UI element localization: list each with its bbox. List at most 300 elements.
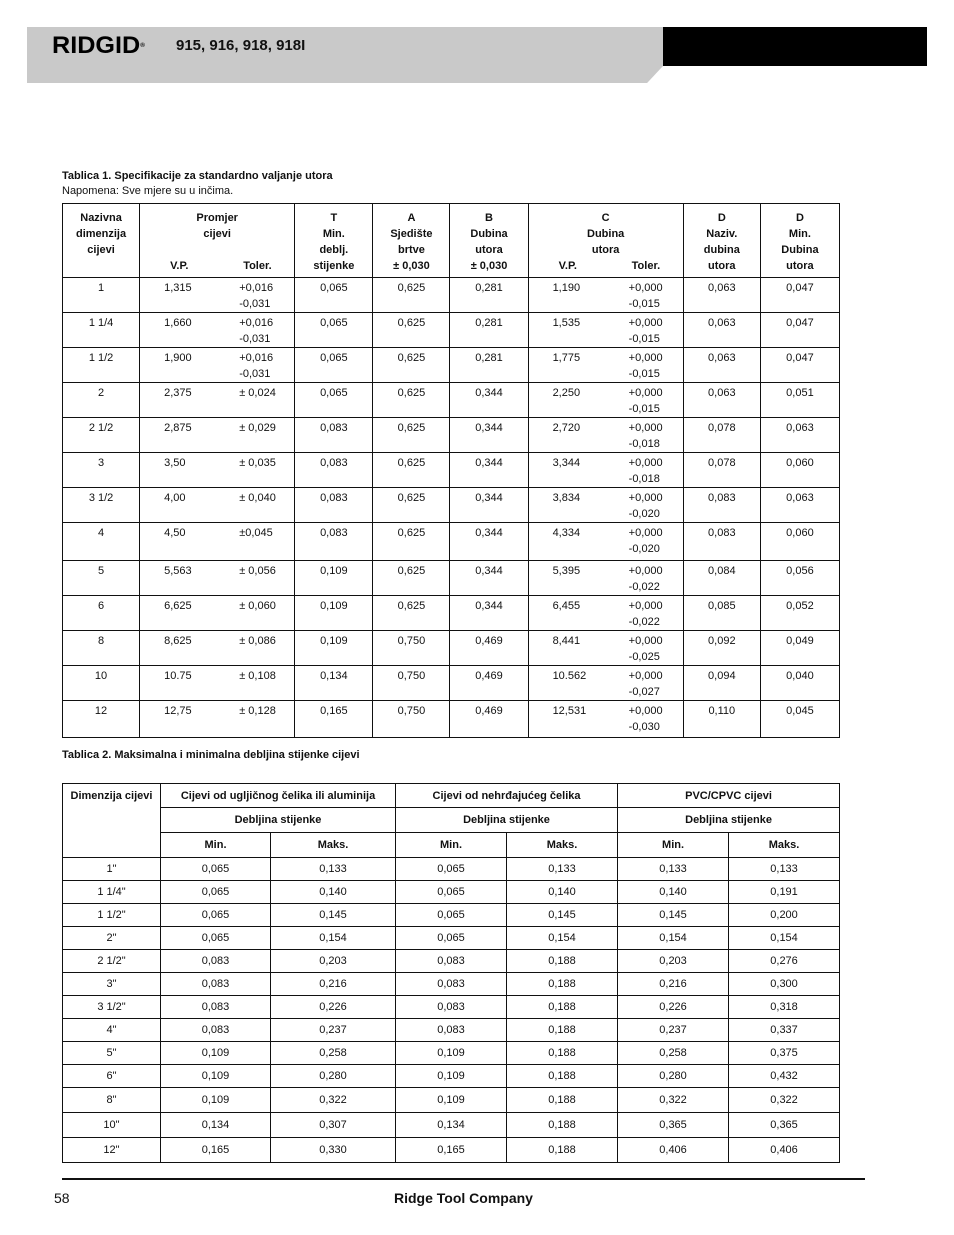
t2-header-max: Maks. — [507, 833, 618, 858]
t1-cell-od — [140, 383, 295, 418]
t1-header-d1-line: Naziv. — [706, 228, 738, 240]
table2-row — [63, 1088, 840, 1113]
t1-cell-c-value: 8,441 — [552, 635, 581, 647]
t1-cell-c — [528, 631, 683, 666]
t1-cell-od-tol-line: -0,031 — [239, 333, 271, 345]
t1-cell-c-tol-line: +0,000 — [628, 527, 663, 539]
t2-cell-value: 0,109 — [161, 1065, 271, 1088]
t2-cell-size: 2 1/2" — [63, 950, 161, 973]
t1-cell-nominal: 1 1/2 — [63, 348, 140, 383]
t1-header-d2-line: Min. — [788, 228, 811, 240]
t2-cell-value: 0,188 — [507, 1088, 618, 1113]
t2-cell-value: 0,258 — [271, 1042, 396, 1065]
table2-row — [63, 904, 840, 927]
t2-cell-size: 3 1/2" — [63, 996, 161, 1019]
t1-cell-b: 0,281 — [450, 348, 528, 383]
t1-header-d2-line: D — [795, 212, 804, 224]
table2-row — [63, 881, 840, 904]
t1-cell-a: 0,625 — [373, 488, 450, 523]
t1-header-d1-line: dubina — [703, 244, 740, 256]
t1-header-tol: Toler. — [243, 260, 272, 272]
page-number: 58 — [54, 1190, 70, 1206]
t2-cell-value: 0,237 — [618, 1019, 729, 1042]
t1-cell-c — [528, 666, 683, 701]
t1-cell-c-value: 4,334 — [552, 527, 581, 539]
t1-cell-c-tol-line: +0,000 — [628, 492, 663, 504]
t1-cell-t: 0,134 — [295, 666, 373, 701]
t1-cell-od-value: 2,375 — [164, 387, 192, 399]
t2-cell-value: 0,165 — [396, 1138, 507, 1163]
t1-cell-c-tol-line: +0,000 — [628, 670, 663, 682]
t1-cell-a: 0,625 — [373, 278, 450, 313]
t1-cell-d-nominal: 0,078 — [683, 453, 760, 488]
t1-cell-nominal: 1 — [63, 278, 140, 313]
t1-cell-c-value: 3,344 — [552, 457, 581, 469]
t2-cell-size: 10" — [63, 1113, 161, 1138]
t1-cell-nominal: 8 — [63, 631, 140, 666]
t1-cell-t: 0,083 — [295, 418, 373, 453]
t1-cell-c — [528, 313, 683, 348]
table1-row — [63, 453, 840, 488]
t2-header-min: Min. — [618, 833, 729, 858]
t1-cell-b: 0,469 — [450, 631, 528, 666]
t1-cell-d-min: 0,047 — [760, 278, 839, 313]
t1-cell-c-tol-line: -0,030 — [628, 721, 660, 733]
t1-header-b — [450, 204, 528, 278]
t1-cell-c-tol-line: -0,020 — [628, 508, 660, 520]
t1-cell-t: 0,109 — [295, 561, 373, 596]
t1-cell-od — [140, 561, 295, 596]
t1-cell-od-tol — [219, 385, 294, 401]
t2-cell-value: 0,083 — [161, 996, 271, 1019]
t1-cell-d-min: 0,060 — [760, 523, 839, 561]
t1-header-tol: Toler. — [631, 260, 661, 272]
t1-cell-od-value: 1,660 — [164, 317, 192, 329]
t2-cell-value: 0,145 — [507, 904, 618, 927]
table1-row — [63, 278, 840, 313]
t1-cell-od-value: 8,625 — [164, 635, 192, 647]
t2-cell-value: 0,083 — [396, 973, 507, 996]
t1-cell-a: 0,625 — [373, 453, 450, 488]
t2-cell-value: 0,109 — [161, 1088, 271, 1113]
t1-cell-od-value: 3,50 — [164, 457, 186, 469]
t1-cell-od-tol-line: ± 0,108 — [239, 670, 276, 682]
table1-row — [63, 313, 840, 348]
t2-cell-value: 0,083 — [396, 1019, 507, 1042]
t1-cell-od-tol-line: ± 0,128 — [239, 705, 276, 717]
t2-cell-value: 0,188 — [507, 1019, 618, 1042]
t1-cell-a: 0,625 — [373, 418, 450, 453]
t1-cell-nominal: 1 1/4 — [63, 313, 140, 348]
t1-header-c-line: Dubina — [587, 228, 625, 240]
table1-row — [63, 418, 840, 453]
table2-row — [63, 1113, 840, 1138]
t1-cell-c — [528, 278, 683, 313]
t2-cell-value: 0,109 — [396, 1065, 507, 1088]
t2-cell-value: 0,307 — [271, 1113, 396, 1138]
brand-logo: RIDGID® — [52, 32, 145, 59]
t1-cell-c-tol-line: -0,015 — [628, 333, 660, 345]
t2-cell-value: 0,154 — [271, 927, 396, 950]
t2-cell-value: 0,109 — [161, 1042, 271, 1065]
t1-cell-od — [140, 278, 295, 313]
t1-cell-t: 0,065 — [295, 383, 373, 418]
t2-cell-value: 0,165 — [161, 1138, 271, 1163]
t1-cell-b: 0,344 — [450, 418, 528, 453]
t2-cell-value: 0,216 — [618, 973, 729, 996]
t2-cell-value: 0,188 — [507, 973, 618, 996]
t2-cell-value: 0,191 — [729, 881, 840, 904]
t1-cell-a: 0,625 — [373, 383, 450, 418]
footer-rule — [62, 1178, 865, 1180]
t2-cell-value: 0,276 — [729, 950, 840, 973]
t1-cell-od-tol-line: -0,031 — [239, 368, 271, 380]
t1-cell-c-tol — [607, 350, 683, 382]
model-title: 915, 916, 918, 918I — [176, 37, 306, 54]
t1-header-nom-line: dimenzija — [75, 228, 127, 240]
t1-cell-c — [528, 561, 683, 596]
t2-cell-value: 0,154 — [618, 927, 729, 950]
t1-cell-c-value: 1,775 — [552, 352, 581, 364]
t2-cell-value: 0,145 — [618, 904, 729, 927]
t2-cell-value: 0,280 — [271, 1065, 396, 1088]
table1-row — [63, 488, 840, 523]
t1-cell-od-tol-line: ±0,045 — [239, 527, 273, 539]
t2-cell-value: 0,154 — [507, 927, 618, 950]
t2-cell-value: 0,406 — [618, 1138, 729, 1163]
t2-cell-value: 0,083 — [161, 1019, 271, 1042]
t1-cell-a: 0,750 — [373, 666, 450, 701]
t2-cell-value: 0,134 — [161, 1113, 271, 1138]
t1-cell-a: 0,625 — [373, 596, 450, 631]
t1-header-a-line: brtve — [397, 244, 425, 256]
t1-cell-t: 0,065 — [295, 278, 373, 313]
t1-cell-t: 0,065 — [295, 348, 373, 383]
t1-cell-d-nominal: 0,083 — [683, 488, 760, 523]
t1-header-t-line: deblj. — [319, 244, 349, 256]
t1-cell-c-tol — [607, 385, 683, 417]
t2-cell-size: 1" — [63, 858, 161, 881]
t2-cell-value: 0,203 — [618, 950, 729, 973]
t2-cell-value: 0,406 — [729, 1138, 840, 1163]
t1-cell-t: 0,109 — [295, 631, 373, 666]
t1-cell-d-min: 0,047 — [760, 348, 839, 383]
t1-cell-od-tol-line: ± 0,035 — [239, 457, 276, 469]
table2-row — [63, 1042, 840, 1065]
t2-cell-value: 0,365 — [729, 1113, 840, 1138]
t1-header-a-line: A — [407, 212, 416, 224]
table1-groove-specifications — [62, 203, 840, 738]
t1-cell-od-tol-line: -0,031 — [239, 298, 271, 310]
t1-cell-d-min: 0,060 — [760, 453, 839, 488]
table2-row — [63, 1065, 840, 1088]
t2-cell-value: 0,280 — [618, 1065, 729, 1088]
t2-cell-value: 0,300 — [729, 973, 840, 996]
t1-cell-c-tol — [607, 563, 683, 595]
t1-cell-od-value: 5,563 — [164, 565, 192, 577]
t1-cell-od-value: 1,315 — [164, 282, 192, 294]
t2-cell-value: 0,083 — [396, 950, 507, 973]
table1-note: Napomena: Sve mjere su u inčima. — [62, 185, 234, 197]
t1-cell-od — [140, 418, 295, 453]
t1-cell-nominal: 4 — [63, 523, 140, 561]
t1-cell-od — [140, 596, 295, 631]
t1-cell-c-tol-line: -0,015 — [628, 298, 660, 310]
t2-cell-value: 0,065 — [161, 881, 271, 904]
t1-header-b-line: B — [485, 212, 493, 224]
table1-row — [63, 596, 840, 631]
t1-header-nominal — [63, 204, 140, 278]
t2-cell-value: 0,237 — [271, 1019, 396, 1042]
t1-cell-t: 0,165 — [295, 701, 373, 738]
t1-cell-od-tol-line: ± 0,029 — [239, 422, 276, 434]
t1-cell-t: 0,083 — [295, 453, 373, 488]
t2-cell-value: 0,083 — [161, 973, 271, 996]
t1-cell-d-min: 0,051 — [760, 383, 839, 418]
t1-cell-od — [140, 348, 295, 383]
t2-header-wall: Debljina stijenke — [618, 808, 840, 833]
t1-cell-od — [140, 666, 295, 701]
t1-cell-c-value: 6,455 — [552, 600, 581, 612]
t1-cell-a: 0,750 — [373, 631, 450, 666]
t1-header-pipe-od — [140, 204, 295, 278]
t1-cell-od-value: 10.75 — [164, 670, 192, 682]
t1-header-b-line: Dubina — [470, 228, 508, 240]
t1-header-pipe-line: Promjer — [196, 212, 238, 224]
t2-cell-value: 0,134 — [396, 1113, 507, 1138]
t1-cell-c-tol — [607, 668, 683, 700]
table2-row — [63, 950, 840, 973]
t1-cell-od-tol — [219, 350, 294, 382]
t1-cell-c-tol — [607, 633, 683, 665]
t1-cell-d-nominal: 0,063 — [683, 313, 760, 348]
t1-cell-c — [528, 453, 683, 488]
t1-cell-c — [528, 701, 683, 738]
t1-cell-od-value: 6,625 — [164, 600, 192, 612]
t1-cell-od-tol — [219, 598, 294, 614]
t2-cell-value: 0,133 — [507, 858, 618, 881]
t1-cell-nominal: 12 — [63, 701, 140, 738]
t1-cell-od-value: 4,50 — [164, 527, 186, 539]
t1-cell-d-min: 0,040 — [760, 666, 839, 701]
t1-cell-c-tol-line: -0,020 — [628, 543, 660, 555]
t1-cell-c-tol-line: -0,022 — [628, 616, 660, 628]
t2-cell-value: 0,065 — [396, 881, 507, 904]
t2-cell-value: 0,133 — [618, 858, 729, 881]
table1-row — [63, 348, 840, 383]
t1-cell-nominal: 6 — [63, 596, 140, 631]
table2-row — [63, 1019, 840, 1042]
t1-cell-nominal: 2 — [63, 383, 140, 418]
t2-cell-value: 0,322 — [729, 1088, 840, 1113]
t1-cell-b: 0,281 — [450, 313, 528, 348]
t2-cell-value: 0,109 — [396, 1088, 507, 1113]
table2-row — [63, 927, 840, 950]
t2-cell-value: 0,133 — [271, 858, 396, 881]
t1-cell-c — [528, 348, 683, 383]
t2-cell-value: 0,145 — [271, 904, 396, 927]
t2-header-wall: Debljina stijenke — [161, 808, 396, 833]
t2-cell-value: 0,188 — [507, 950, 618, 973]
t1-header-d2-line: Dubina — [781, 244, 819, 256]
t2-cell-value: 0,226 — [618, 996, 729, 1019]
t1-cell-a: 0,750 — [373, 701, 450, 738]
t1-cell-c-tol-line: +0,000 — [628, 422, 663, 434]
t1-cell-t: 0,083 — [295, 488, 373, 523]
t2-cell-value: 0,318 — [729, 996, 840, 1019]
t1-header-d2-line: utora — [786, 260, 814, 272]
t1-header-a-line: ± 0,030 — [393, 260, 430, 272]
t1-cell-od-tol — [219, 490, 294, 506]
t1-header-t-line: T — [330, 212, 338, 224]
table1-row — [63, 383, 840, 418]
t1-cell-c-value: 12,531 — [552, 705, 587, 717]
t1-cell-od-tol — [219, 315, 294, 347]
header-black-block — [663, 27, 927, 66]
t1-cell-od-tol-line: +0,016 — [239, 282, 274, 294]
t1-cell-od-tol-line: +0,016 — [239, 317, 274, 329]
t1-cell-c-tol-line: -0,015 — [628, 403, 660, 415]
t1-cell-c — [528, 383, 683, 418]
t1-cell-c-value: 1,190 — [552, 282, 581, 294]
t1-cell-b: 0,344 — [450, 523, 528, 561]
t1-cell-c-tol — [607, 455, 683, 487]
t1-cell-nominal: 5 — [63, 561, 140, 596]
table2-row — [63, 973, 840, 996]
table2-row — [63, 1138, 840, 1163]
t2-header-max: Maks. — [271, 833, 396, 858]
t1-header-a — [373, 204, 450, 278]
t1-cell-nominal: 3 1/2 — [63, 488, 140, 523]
t1-header-nom-line: cijevi — [87, 244, 115, 256]
t1-cell-d-nominal: 0,084 — [683, 561, 760, 596]
t1-cell-t: 0,109 — [295, 596, 373, 631]
t1-cell-od-tol-line: ± 0,060 — [239, 600, 276, 612]
t1-cell-b: 0,344 — [450, 453, 528, 488]
t2-cell-value: 0,200 — [729, 904, 840, 927]
t1-cell-od — [140, 523, 295, 561]
t1-cell-d-nominal: 0,110 — [683, 701, 760, 738]
t2-cell-value: 0,432 — [729, 1065, 840, 1088]
t1-cell-od-tol — [219, 668, 294, 684]
t1-cell-c-tol-line: +0,000 — [628, 457, 663, 469]
t2-header-pvc: PVC/CPVC cijevi — [618, 784, 840, 808]
t2-cell-value: 0,154 — [729, 927, 840, 950]
t1-cell-c-tol-line: -0,025 — [628, 651, 660, 663]
t1-cell-od-value: 2,875 — [164, 422, 192, 434]
t1-header-pipe-line: cijevi — [203, 228, 231, 240]
t2-cell-value: 0,065 — [161, 858, 271, 881]
t2-cell-value: 0,203 — [271, 950, 396, 973]
t2-cell-value: 0,140 — [618, 881, 729, 904]
t1-cell-c-tol-line: +0,000 — [628, 282, 663, 294]
t2-cell-value: 0,065 — [396, 858, 507, 881]
t1-cell-c-tol-line: +0,000 — [628, 317, 663, 329]
t2-cell-size: 12" — [63, 1138, 161, 1163]
t1-cell-od-value: 1,900 — [164, 352, 192, 364]
table1-row — [63, 631, 840, 666]
t2-cell-size: 5" — [63, 1042, 161, 1065]
t1-cell-c-tol — [607, 525, 683, 557]
t2-cell-value: 0,083 — [396, 996, 507, 1019]
t1-cell-od-tol-line: ± 0,024 — [239, 387, 276, 399]
t1-cell-c-value: 3,834 — [552, 492, 581, 504]
t1-header-d1-line: utora — [708, 260, 736, 272]
t1-cell-d-nominal: 0,063 — [683, 278, 760, 313]
t1-cell-a: 0,625 — [373, 561, 450, 596]
t1-cell-od — [140, 631, 295, 666]
t1-header-vp: V.P. — [170, 260, 189, 272]
t2-cell-value: 0,216 — [271, 973, 396, 996]
t1-cell-d-nominal: 0,078 — [683, 418, 760, 453]
t1-cell-b: 0,469 — [450, 701, 528, 738]
t1-cell-od-tol — [219, 563, 294, 579]
t1-cell-d-nominal: 0,085 — [683, 596, 760, 631]
t2-cell-value: 0,083 — [161, 950, 271, 973]
t1-header-c-line: C — [601, 212, 610, 224]
t2-cell-size: 8" — [63, 1088, 161, 1113]
t1-cell-od-tol — [219, 455, 294, 471]
t1-cell-c-tol-line: -0,027 — [628, 686, 660, 698]
t1-cell-nominal: 2 1/2 — [63, 418, 140, 453]
t1-cell-b: 0,344 — [450, 383, 528, 418]
t2-cell-value: 0,375 — [729, 1042, 840, 1065]
t1-cell-c-tol — [607, 703, 683, 735]
t1-header-a-line: Sjedište — [390, 228, 433, 240]
t1-cell-c-tol-line: -0,022 — [628, 581, 660, 593]
t2-cell-value: 0,109 — [396, 1042, 507, 1065]
t1-cell-c-value: 1,535 — [552, 317, 581, 329]
t2-cell-value: 0,065 — [396, 904, 507, 927]
t2-cell-size: 3" — [63, 973, 161, 996]
t2-cell-value: 0,337 — [729, 1019, 840, 1042]
t1-cell-c — [528, 523, 683, 561]
t2-cell-value: 0,065 — [161, 904, 271, 927]
t2-header-max: Maks. — [729, 833, 840, 858]
t1-cell-c-value: 5,395 — [552, 565, 581, 577]
t1-cell-nominal: 3 — [63, 453, 140, 488]
t1-cell-b: 0,344 — [450, 561, 528, 596]
t1-cell-od-value: 4,00 — [164, 492, 186, 504]
table1-row — [63, 666, 840, 701]
t1-cell-c-tol-line: +0,000 — [628, 635, 663, 647]
t1-cell-b: 0,281 — [450, 278, 528, 313]
t1-cell-d-min: 0,045 — [760, 701, 839, 738]
t2-cell-value: 0,188 — [507, 1065, 618, 1088]
t1-cell-d-min: 0,063 — [760, 488, 839, 523]
t1-header-d-min — [760, 204, 839, 278]
t2-cell-value: 0,188 — [507, 1042, 618, 1065]
t1-header-vp: V.P. — [558, 260, 577, 272]
t2-cell-size: 2" — [63, 927, 161, 950]
table1-row — [63, 701, 840, 738]
t1-cell-b: 0,344 — [450, 488, 528, 523]
t1-cell-a: 0,625 — [373, 523, 450, 561]
header-strip — [27, 66, 663, 83]
t1-header-t-line: stijenke — [313, 260, 355, 272]
t2-cell-value: 0,365 — [618, 1113, 729, 1138]
t1-cell-c-tol — [607, 490, 683, 522]
t2-header-carbon: Cijevi od ugljičnog čelika ili aluminija — [161, 784, 396, 808]
t1-cell-od-tol — [219, 420, 294, 436]
table1-caption: Tablica 1. Specifikacije za standardno valjanje utora — [62, 170, 333, 182]
t1-header-c-line: utora — [591, 244, 620, 256]
table1-row — [63, 523, 840, 561]
t2-header-stainless: Cijevi od nehrđajućeg čelika — [396, 784, 618, 808]
t2-cell-value: 0,322 — [271, 1088, 396, 1113]
t1-cell-c — [528, 418, 683, 453]
t2-cell-value: 0,322 — [618, 1088, 729, 1113]
